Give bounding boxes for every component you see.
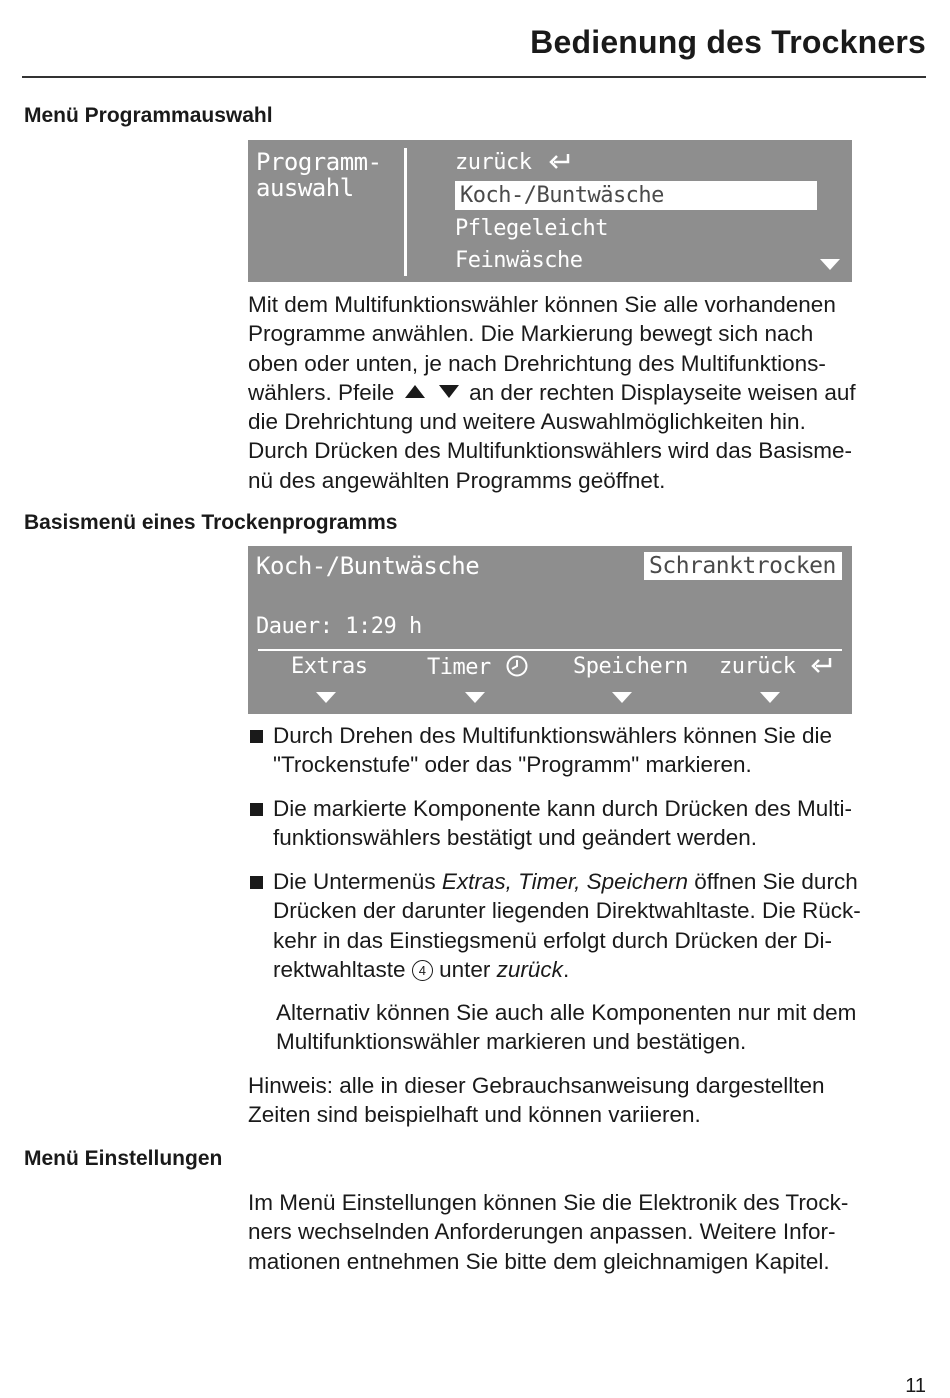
section-heading-basismenue: Basismenü eines Trockenprogramms [24, 511, 398, 534]
paragraph-programmauswahl [248, 290, 928, 495]
text-fragment: wählers. Pfeile [248, 379, 395, 405]
paragraph-einstellungen [248, 1188, 928, 1276]
bullet-marker [250, 730, 263, 743]
text-fragment: Die Untermenüs [273, 869, 436, 894]
arrow-up-icon [405, 385, 425, 398]
arrow-down-icon [439, 385, 459, 398]
softkey-timer-text: Timer [427, 655, 491, 680]
softkey-extras-arrow-icon [316, 692, 336, 703]
title-divider [22, 76, 926, 78]
text-line: Durch Drehen des Multifunktionswählers können Sie die [273, 723, 833, 748]
display-program-name: Koch-/Buntwäsche [256, 552, 480, 580]
text-line: Multifunktionswähler markieren und bestätigen. [276, 1029, 747, 1055]
section-heading-einstellungen: Menü Einstellungen [24, 1147, 223, 1170]
zurueck-reference: zurück [496, 956, 563, 982]
text-line: Drücken der darunter liegenden Direktwahltaste. Die Rück- [273, 898, 861, 924]
bullet-item [248, 721, 928, 780]
text-line: mationen entnehmen Sie bitte dem gleichnamigen Kapitel. [248, 1248, 830, 1274]
softkey-timer-label[interactable] [427, 654, 529, 680]
scroll-down-icon [820, 259, 840, 270]
menu-item-feinwaesche[interactable]: Feinwäsche [455, 248, 583, 273]
text-fragment: an der rechten Displayseite weisen auf [469, 379, 856, 405]
text-line [273, 955, 928, 984]
text-fragment: . [562, 956, 570, 982]
text-line: Die markierte Komponente kann durch Drücken des Multi- [273, 796, 853, 821]
text-line: ners wechselnden Anforderungen anpassen. Weitere Infor- [248, 1219, 836, 1245]
paragraph-alternativ [276, 998, 928, 1057]
text-line: Zeiten sind beispielhaft und können variieren. [248, 1102, 701, 1128]
text-line: Mit dem Multifunktionswähler können Sie alle vorhandenen [248, 292, 836, 317]
text-line: Hinweis: alle in dieser Gebrauchsanweisung dargestellten [248, 1073, 825, 1098]
softkey-timer-arrow-icon [465, 692, 485, 703]
softkey-speichern-arrow-icon [612, 692, 632, 703]
softkey-speichern-label[interactable]: Speichern [573, 654, 688, 679]
bullet-item [248, 794, 928, 853]
bullet-item [248, 867, 928, 984]
bullet-marker [250, 876, 263, 889]
text-line: die Drehrichtung und weitere Auswahlmöglichkeiten hin. [248, 409, 806, 435]
text-fragment: unter [439, 956, 491, 982]
section-heading-programmauswahl: Menü Programmauswahl [24, 104, 273, 127]
bullet-marker [250, 803, 263, 816]
paragraph-hinweis [248, 1071, 928, 1130]
display-title-line2: auswahl [256, 174, 354, 202]
circled-number-icon: 4 [412, 960, 433, 981]
display-divider [404, 148, 407, 276]
display-basismenue [248, 546, 852, 714]
duration-readout: Dauer: 1:29 h [256, 614, 422, 639]
softkey-extras-label[interactable]: Extras [291, 654, 368, 679]
softkey-zurueck-label[interactable] [719, 654, 834, 679]
text-line: funktionswählers bestätigt und geändert werden. [273, 825, 758, 851]
text-line: Durch Drücken des Multifunktionswählers wird das Basisme- [248, 438, 852, 464]
page-title: Bedienung des Trockners [530, 24, 926, 60]
bullet-text [273, 721, 928, 780]
text-line: kehr in das Einstiegsmenü erfolgt durch Drücken der Di- [273, 927, 833, 953]
text-fragment: rektwahltaste [273, 956, 406, 982]
drying-stage-selection[interactable]: Schranktrocken [644, 552, 842, 580]
display-programmauswahl [248, 140, 852, 282]
menu-item-zurueck[interactable] [455, 150, 572, 175]
bullet-text [273, 794, 928, 853]
text-line: Alternativ können Sie auch alle Komponenten nur mit dem [276, 1000, 857, 1025]
softkey-zurueck-text: zurück [719, 654, 796, 679]
back-arrow-icon [548, 152, 572, 172]
menu-item-zurueck-label: zurück [455, 150, 532, 175]
softkey-zurueck-arrow-icon [760, 692, 780, 703]
menu-item-pflegeleicht[interactable]: Pflegeleicht [455, 216, 608, 241]
text-line: Im Menü Einstellungen können Sie die Elektronik des Trock- [248, 1190, 849, 1215]
text-line [273, 867, 928, 896]
page-number: 11 [905, 1375, 926, 1397]
text-fragment: öffnen Sie durch [694, 869, 858, 894]
text-line: oben oder unten, je nach Drehrichtung des Multifunktions- [248, 350, 826, 376]
text-line [248, 378, 928, 407]
text-line: nü des angewählten Programms geöffnet. [248, 467, 666, 493]
text-line: Programme anwählen. Die Markierung bewegt sich nach [248, 321, 814, 347]
menu-item-koch-buntwaesche[interactable]: Koch-/Buntwäsche [455, 181, 817, 210]
text-line: "Trockenstufe" oder das "Programm" markieren. [273, 752, 752, 778]
submenu-names: Extras, Timer, Speichern [441, 869, 688, 894]
clock-icon [505, 654, 529, 678]
display-title-line1: Programm- [256, 148, 382, 176]
back-arrow-icon [810, 656, 834, 676]
softkey-divider [258, 649, 842, 651]
bullet-text [273, 867, 928, 984]
